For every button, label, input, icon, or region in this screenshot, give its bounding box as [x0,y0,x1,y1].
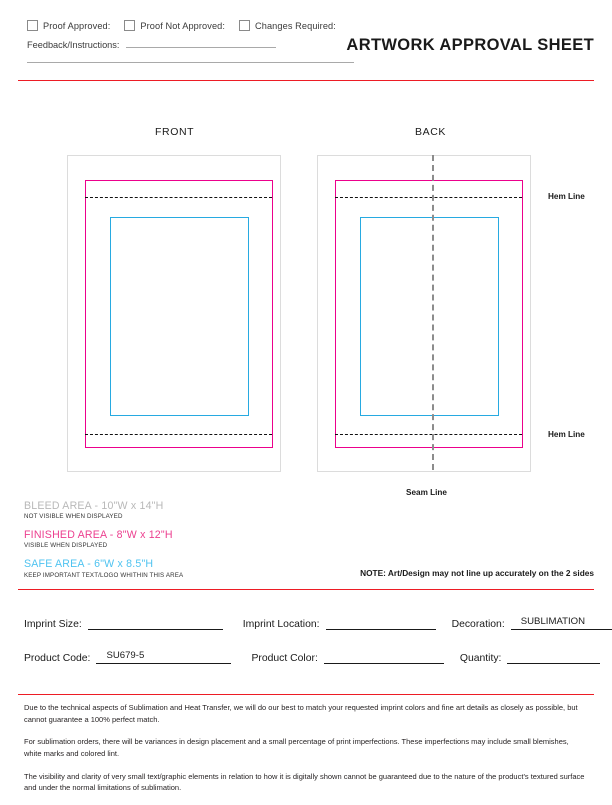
back-safe-area-box [360,217,499,416]
header-section [0,0,612,84]
checkbox-label-proof-not-approved: Proof Not Approved: [140,20,226,31]
field-row-first [24,616,594,630]
back-seam-line [432,155,434,470]
field-input-product-color[interactable] [324,650,444,664]
approval-checkbox-row [27,20,350,31]
field-value-decoration: SUBLIMATION [520,616,586,627]
legend-subtitle-bleed: NOT VISIBLE WHEN DISPLAYED [24,513,123,521]
front-hem-line-bottom [85,434,272,435]
field-imprint-size[interactable] [24,616,223,630]
feedback-input-line-2[interactable] [27,62,354,63]
checkbox-label-proof-approved: Proof Approved: [43,20,111,31]
seam-line-label: Seam Line [406,488,447,497]
field-input-imprint-size[interactable] [88,616,223,630]
legend-item-finished [24,529,344,549]
area-legend [24,500,344,588]
disclaimer-paragraph-1: Due to the technical aspects of Sublimation and Heat Transfer, we will do our best to match your requested imprint colors and fine art details as closely as possible, but cannot guarantee a 100% perfect match. [24,703,578,724]
feedback-label: Feedback/Instructions: [27,40,120,50]
checkbox-item-proof-not-approved[interactable] [124,20,225,31]
disclaimer-paragraph-3: The visibility and clarity of very small text/graphic elements in relation to how it is digitally shown cannot be guaranteed due to the nature of the product's textured surface and under the normal limitations of sublimation. [24,771,585,793]
field-value-product-code: SU679-5 [106,650,145,661]
hem-line-label-bottom: Hem Line [548,430,585,439]
legend-title-finished: FINISHED AREA - 8"W x 12"H [24,529,173,542]
legend-subtitle-finished: VISIBLE WHEN DISPLAYED [24,542,108,550]
field-decoration[interactable] [452,616,612,630]
field-label-imprint-size: Imprint Size: [24,618,82,630]
field-input-decoration[interactable] [511,616,612,630]
disclaimer-section [24,702,588,805]
divider-rule-top [18,80,594,81]
field-product-code[interactable] [24,650,231,664]
field-imprint-location[interactable] [243,616,436,630]
divider-rule-middle [18,589,594,590]
field-label-product-color: Product Color: [251,652,318,664]
back-panel-title: BACK [415,126,446,138]
field-label-product-code: Product Code: [24,652,91,664]
artwork-template-diagram [0,84,612,504]
field-product-color[interactable] [251,650,443,664]
field-input-product-code[interactable] [96,650,231,664]
feedback-input-line-1[interactable] [126,47,276,48]
checkbox-item-changes-required[interactable] [239,20,336,31]
feedback-row [27,40,276,50]
legend-title-bleed: BLEED AREA - 10"W x 14"H [24,500,164,512]
field-quantity[interactable] [460,650,601,664]
field-input-quantity[interactable] [507,650,600,664]
checkbox-proof-approved[interactable] [27,20,38,31]
front-panel-title: FRONT [155,126,195,138]
field-label-quantity: Quantity: [459,652,502,664]
legend-item-safe [24,558,344,578]
checkbox-changes-required[interactable] [239,20,250,31]
field-input-imprint-location[interactable] [326,616,436,630]
field-label-imprint-location: Imprint Location: [242,618,320,630]
checkbox-label-changes-required: Changes Required: [255,20,336,31]
field-row-second [24,650,594,664]
checkbox-proof-not-approved[interactable] [124,20,135,31]
checkbox-item-proof-approved[interactable] [27,20,110,31]
divider-rule-bottom [18,694,594,695]
legend-item-bleed [24,500,344,520]
disclaimer-paragraph-2: For sublimation orders, there will be variances in design placement and a small percentage of print imperfections. These imperfections may include small blemishes, white marks and colored lint. [24,737,569,758]
alignment-note: NOTE: Art/Design may not line up accurately on the 2 sides [360,568,594,578]
back-hem-line-top [335,197,522,198]
page-title: ARTWORK APPROVAL SHEET [346,36,594,54]
legend-subtitle-safe: KEEP IMPORTANT TEXT/LOGO WHITHIN THIS AREA [24,571,184,579]
front-hem-line-top [85,197,272,198]
hem-line-label-top: Hem Line [548,192,585,201]
front-safe-area-box [110,217,249,416]
legend-title-safe: SAFE AREA - 6"W x 8.5"H [24,558,154,571]
back-hem-line-bottom [335,434,522,435]
field-label-decoration: Decoration: [451,618,505,630]
